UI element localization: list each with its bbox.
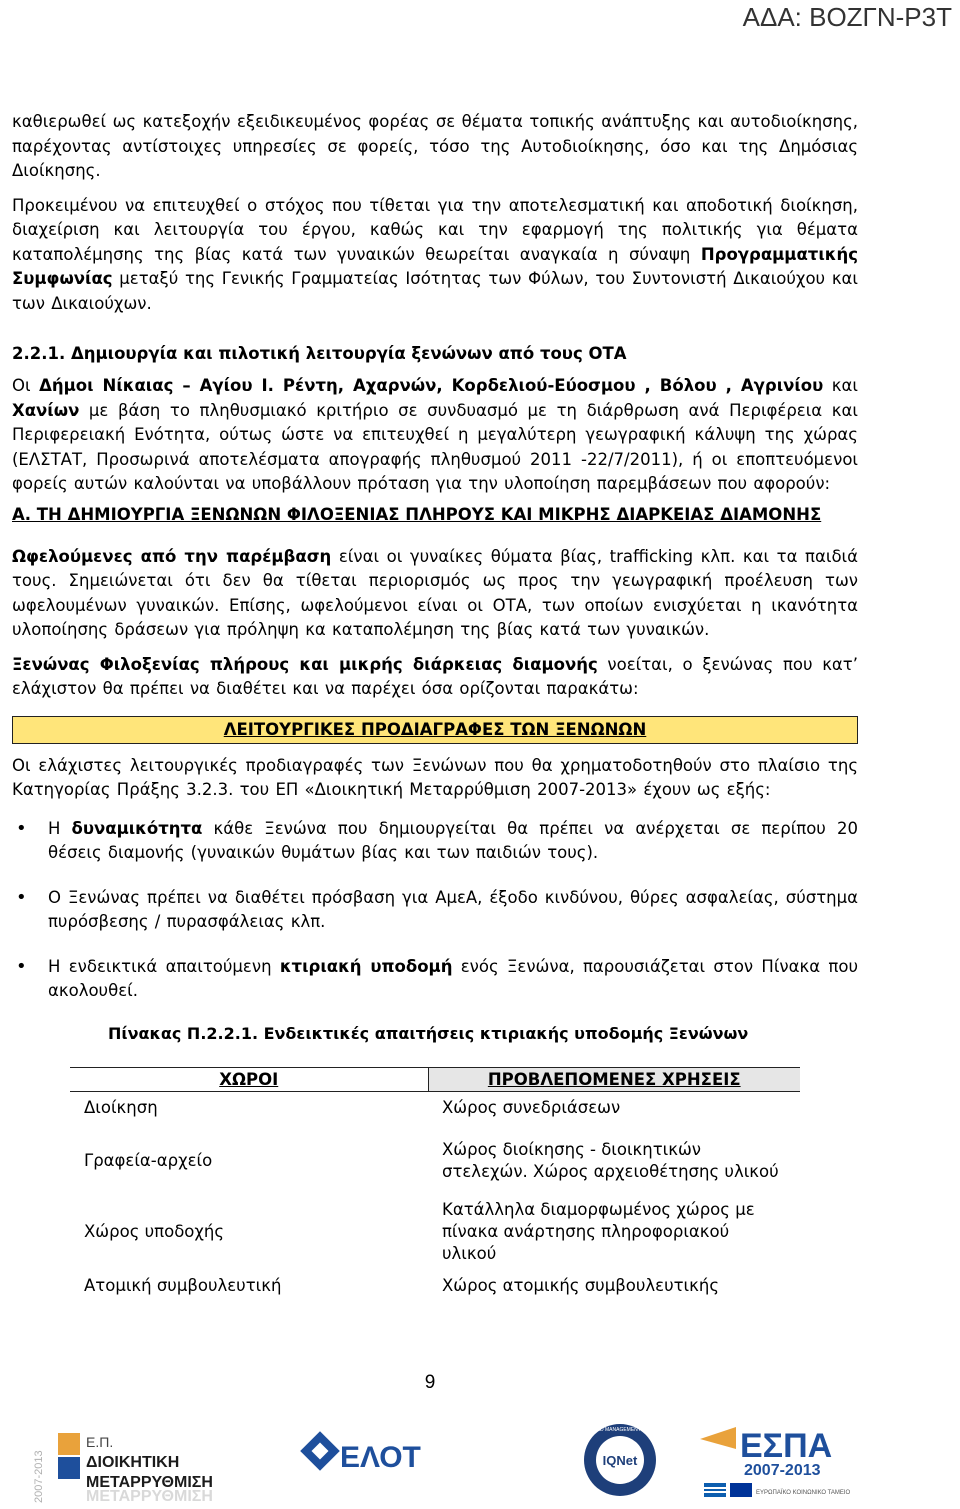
- table-cell-space: Διοίκηση: [84, 1098, 158, 1118]
- bullet1-text-b: κάθε Ξενώνα που δημιουργείται θα πρέπει να ανέρχεται σε περίπου 20 θέσεις διαμονής (γυναικών θυμάτων βίας και των παιδιών τους).: [48, 818, 858, 862]
- intro-paragraph-1: καθιερωθεί ως κατεξοχήν εξειδικευμένος φορέας σε θέματα τοπικής ανάπτυξης και αυτοδιοίκησης, παρέχοντας αντίστοιχες υπηρεσίες σε φορείς, τόσο της Αυτοδιοίκησης, όσο και της Δημόσιας Διοίκησης.: [12, 112, 858, 180]
- elot-logo: [304, 1423, 428, 1489]
- table-cell-use: Χώρος ατομικής συμβουλευτικής: [442, 1276, 720, 1295]
- table-row: [70, 1091, 800, 1125]
- intro-paragraph-2: [12, 194, 858, 317]
- bullet1-text-a: Η: [48, 818, 72, 838]
- bullet1-bold: δυναμικότητα: [71, 818, 203, 838]
- table-row: [70, 1125, 800, 1197]
- espa-years-text: 2007-2013: [744, 1462, 821, 1479]
- beneficiaries-paragraph: [12, 545, 858, 643]
- elot-text: ΕΛΟΤ: [340, 1441, 421, 1474]
- ep-dioikitiki-metarrythmisi-logo: [33, 1415, 226, 1507]
- iqnet-certified-logo: [577, 1415, 663, 1505]
- table-cell-use: Χώρος διοίκησης - διοικητικών στελεχών. Χώρος αρχειοθέτησης υλικού: [442, 1140, 779, 1181]
- ep-line1-text: ΔΙΟΙΚΗΤΙΚΗ: [86, 1454, 180, 1471]
- ep-line2-reflection: ΜΕΤΑΡΡΥΘΜΙΣΗ: [86, 1488, 213, 1505]
- greek-flag-icon: [704, 1483, 726, 1497]
- intro-p2-bold: Προγραμματικής Συμφωνίας: [12, 244, 858, 288]
- list-item: [12, 817, 858, 866]
- document-code-header: ΑΔΑ: ΒΟΖΓΝ-Ρ3Τ: [742, 2, 952, 32]
- espa-text: ΕΣΠΑ: [740, 1427, 833, 1465]
- iqnet-text: IQNet: [602, 1453, 638, 1468]
- table-cell-use: Κατάλληλα διαμορφωμένος χώρος με πίνακα ανάρτησης πληροφοριακού υλικού: [442, 1200, 755, 1263]
- specs-title-box: ΛΕΙΤΟΥΡΓΙΚΕΣ ΠΡΟΔΙΑΓΡΑΦΕΣ ΤΩΝ ΞΕΝΩΝΩΝ: [12, 716, 858, 744]
- intro-p2-text-b: μεταξύ της Γενικής Γραμματείας Ισότητας των Φύλων, του Συντονιστή Δικαιούχου και των Δικαιούχων.: [12, 269, 858, 313]
- table-row: [70, 1267, 800, 1305]
- ep-square-blue: [58, 1457, 80, 1479]
- table-caption: Πίνακας Π.2.2.1. Ενδεικτικές απαιτήσεις κτιριακής υποδομής Ξενώνων: [108, 1023, 749, 1043]
- table-cell-space: Ατομική συμβουλευτική: [84, 1276, 282, 1295]
- bullet3-text-b: ενός Ξενώνα, παρουσιάζεται στον Πίνακα που ακολουθεί.: [48, 956, 858, 1000]
- ep-years-text: 2007-2013: [33, 1450, 45, 1503]
- definition-bold: Ξενώνας Φιλοξενίας πλήρους και μικρής διάρκειας διαμονής: [12, 654, 598, 674]
- subsection-heading: Α. ΤΗ ΔΗΜΙΟΥΡΓΙΑ ΞΕΝΩΝΩΝ ΦΙΛΟΞΕΝΙΑΣ ΠΛΗΡΟΥΣ ΚΑΙ ΜΙΚΡΗΣ ΔΙΑΡΚΕΙΑΣ ΔΙΑΜΟΝΗΣ: [12, 504, 822, 524]
- table-cell-space: Γραφεία-αρχείο: [84, 1151, 213, 1170]
- document-body: [12, 110, 858, 1305]
- ep-line2-text: ΜΕΤΑΡΡΥΘΜΙΣΗ: [86, 1474, 213, 1491]
- table-row: [70, 1197, 800, 1267]
- table-cell-use: Χώρος συνεδριάσεων: [442, 1098, 621, 1118]
- specs-bullet-list: [12, 817, 858, 1004]
- bullet3-text-a: Η ενδεικτικά απαιτούμενη: [48, 956, 280, 976]
- section-kai: και: [823, 376, 858, 395]
- espa-subtitle-text: ΕΥΡΩΠΑΪΚΟ ΚΟΙΝΩΝΙΚΟ ΤΑΜΕΙΟ: [756, 1490, 851, 1496]
- section-lead: Οι: [12, 376, 40, 395]
- specs-intro-paragraph: Οι ελάχιστες λειτουργικές προδιαγραφές των Ξενώνων που θα χρηματοδοτηθούν στο πλαίσιο της Κατηγορίας Πράξης 3.2.3. του ΕΠ «Διοικητική Μεταρρύθμιση 2007-2013» έχουν ως εξής:: [12, 755, 858, 799]
- espa-logo: [696, 1419, 866, 1507]
- table-cell-space: Χώρος υποδοχής: [84, 1222, 225, 1241]
- definition-rest: νοείται, ο ξενώνας που κατ’ ελάχιστον θα πρέπει να διαθέτει και να παρέχει όσα ορίζονται παρακάτω:: [12, 654, 858, 698]
- definition-paragraph: [12, 653, 858, 702]
- beneficiaries-bold: Ωφελούμενες από την παρέμβαση: [12, 546, 332, 566]
- list-item: [12, 955, 858, 1004]
- table-header-spaces: ΧΩΡΟΙ: [70, 1067, 428, 1091]
- footer-logos: [0, 1415, 960, 1509]
- section-dimoi: Δήμοι Νίκαιας – Αγίου Ι. Ρέντη, Αχαρνών, Κορδελιού-Εύοσμου , Βόλου , Αγρινίου: [39, 376, 824, 395]
- section-paragraph: [12, 374, 858, 497]
- list-item: • Ο Ξενώνας πρέπει να διαθέτει πρόσβαση για ΑμεΑ, έξοδο κινδύνου, θύρες ασφαλείας, σύστημα πυρόσβεσης / πυρασφάλειας κλπ.: [12, 886, 858, 935]
- intro-p2-text-a: Προκειμένου να επιτευχθεί ο στόχος που τίθεται για την αποτελεσματική και αποδοτική διοίκηση, διαχείριση και λειτουργία του έργου, καθώς και την εφαρμογή της πολιτικής για θέματα καταπολέμησης της βίας κατά των γυναικών θεωρείται αναγκαία η σύναψη: [12, 195, 858, 264]
- section-heading: 2.2.1. Δημιουργία και πιλοτική λειτουργία ξενώνων από τους ΟΤΑ: [12, 344, 627, 363]
- beneficiaries-rest: είναι οι γυναίκες θύματα βίας, trafficking κλπ. και τα παιδιά τους. Σημειώνεται ότι δεν θα τίθεται περιορισμός ως προς την γεωγραφική προέλευση των ωφελουμένων γυναικών. Επίσης, ωφελούμενοι είναι οι ΟΤΑ, των οποίων ενισχύεται η ικανότητα υλοποίησης δράσεων για πρόληψη κα καταπολέμηση της βίας κατά των γυναικών.: [12, 546, 859, 639]
- section-rest: με βάση το πληθυσμιακό κριτήριο σε συνδυασμό με τη διάρθρωση ανά Περιφέρεια και Περιφερειακή Ενότητα, ούτως ώστε να επιτευχθεί η μεγαλύτερη γεωγραφική κάλυψη της χώρας (ΕΛΣΤΑΤ, Προσωρινά αποτελέσματα απογραφής πληθυσμού 2011 -22/7/2011), ή οι εποπτευόμενοι φορείς αυτών καλούνται να υποβάλλουν πρόταση για την υλοποίηση παρεμβάσεων που αφορούν:: [12, 400, 858, 493]
- ep-square-orange: [58, 1433, 80, 1455]
- bullet3-bold: κτιριακή υποδομή: [279, 956, 453, 976]
- page-number: 9: [424, 1372, 436, 1393]
- espa-flag-icon: [700, 1427, 736, 1449]
- eu-flag-icon: [730, 1483, 752, 1497]
- rooms-table: [70, 1067, 800, 1306]
- ep-abbr-text: Ε.Π.: [86, 1434, 114, 1450]
- iqnet-ring-text: CERTIFIED MANAGEMENT SYSTEM: [577, 1427, 663, 1433]
- section-chania: Χανίων: [12, 400, 80, 420]
- table-header-uses: ΠΡΟΒΛΕΠΟΜΕΝΕΣ ΧΡΗΣΕΙΣ: [428, 1067, 800, 1091]
